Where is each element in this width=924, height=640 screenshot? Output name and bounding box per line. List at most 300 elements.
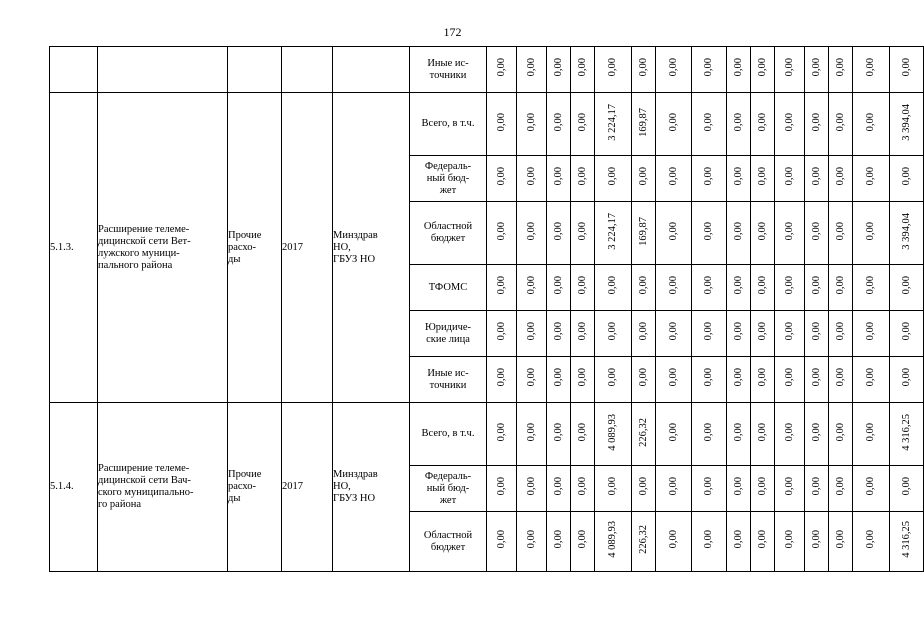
value-text: 0,00: [667, 276, 679, 295]
cell-lines: [410, 428, 486, 440]
value-cell: [487, 512, 517, 572]
value-cell: [656, 265, 692, 311]
value-text: 0,00: [637, 477, 649, 496]
value-text: 0,00: [552, 167, 564, 186]
cell-line: Прочие: [228, 229, 262, 241]
cell-lines: [410, 161, 486, 197]
empty-cell: [282, 47, 333, 93]
item-year: 2017: [282, 93, 333, 403]
value-text: 0,00: [732, 221, 744, 241]
value-cell: [517, 202, 547, 265]
value-cell: [805, 93, 829, 156]
value-text: 0,00: [834, 276, 846, 295]
value-cell: [595, 357, 632, 403]
value-text: 0,00: [900, 322, 912, 341]
cell-line: Иные ис-: [427, 367, 469, 379]
cell-line: жет: [439, 494, 457, 506]
empty-cell: [98, 47, 228, 93]
value-text: 0,00: [637, 58, 649, 77]
value-cell: [571, 512, 595, 572]
source-cell: [410, 466, 487, 512]
cell-line: НО,: [333, 481, 351, 492]
value-text: 0,00: [607, 276, 618, 295]
cell-line: ный бюд-: [426, 172, 470, 184]
expense-type: [228, 403, 282, 572]
cell-line: ТФОМС: [428, 281, 468, 293]
source-cell: [410, 93, 487, 156]
value-cell: [829, 47, 853, 93]
value-cell: [751, 47, 775, 93]
value-cell: [890, 403, 924, 466]
value-cell: [751, 156, 775, 202]
value-cell: [829, 156, 853, 202]
value-text: 0,00: [756, 112, 768, 132]
value-cell: [517, 156, 547, 202]
value-cell: [775, 466, 805, 512]
value-cell: [805, 357, 829, 403]
value-text: 0,00: [703, 368, 714, 387]
value-cell: [656, 357, 692, 403]
value-text: 0,00: [756, 276, 768, 295]
source-cell: [410, 512, 487, 572]
value-cell: [547, 265, 571, 311]
cell-line: расхо-: [228, 481, 257, 492]
value-text: 0,00: [576, 477, 588, 496]
value-cell: [595, 466, 632, 512]
value-text: 0,00: [732, 368, 744, 387]
value-text: 0,00: [607, 477, 618, 496]
value-cell: [595, 93, 632, 156]
value-text: 0,00: [495, 530, 507, 549]
value-text: 0,00: [576, 276, 588, 295]
item-number: 5.1.4.: [50, 403, 98, 572]
value-cell: [487, 47, 517, 93]
value-text: 0,00: [576, 530, 588, 549]
cell-line: го района: [98, 499, 141, 510]
value-cell: [775, 311, 805, 357]
value-text: 0,00: [834, 322, 846, 341]
cell-lines: [410, 221, 486, 245]
cell-line: точники: [429, 69, 467, 81]
cell-lines: [333, 230, 409, 266]
value-cell: [632, 357, 656, 403]
value-cell: [751, 357, 775, 403]
value-text: 0,00: [552, 477, 564, 496]
value-text: 0,00: [756, 422, 768, 442]
value-text: 0,00: [703, 422, 714, 442]
value-cell: [805, 47, 829, 93]
value-cell: [829, 512, 853, 572]
value-text: 0,00: [495, 368, 507, 387]
value-cell: [692, 202, 727, 265]
value-cell: [595, 311, 632, 357]
value-text: 0,00: [667, 58, 679, 77]
executor: [333, 93, 410, 403]
value-text: 0,00: [495, 112, 507, 132]
cell-lines: [410, 471, 486, 507]
value-cell: [487, 466, 517, 512]
value-text: 0,00: [667, 530, 679, 549]
cell-line: Всего, в т.ч.: [421, 118, 475, 129]
value-text: 0,00: [865, 221, 876, 241]
value-text: 0,00: [900, 276, 912, 295]
value-cell: [751, 311, 775, 357]
value-cell: [890, 466, 924, 512]
value-cell: [853, 466, 890, 512]
value-text: 0,00: [525, 58, 537, 77]
cell-line: дицинской сети Вет-: [98, 235, 191, 247]
value-cell: [632, 403, 656, 466]
source-cell: [410, 202, 487, 265]
value-text: 0,00: [732, 167, 744, 186]
cell-lines: [410, 58, 486, 82]
value-cell: [805, 156, 829, 202]
value-text: 0,00: [810, 221, 822, 241]
value-text: 0,00: [552, 112, 564, 132]
value-cell: [547, 357, 571, 403]
value-cell: [805, 403, 829, 466]
value-cell: [487, 93, 517, 156]
value-text: 0,00: [834, 167, 846, 186]
value-text: 0,00: [732, 276, 744, 295]
value-cell: [692, 47, 727, 93]
value-text: 0,00: [637, 322, 649, 341]
value-text: 4 089,93: [607, 521, 618, 558]
value-text: 0,00: [495, 422, 507, 442]
cell-line: бюджет: [430, 233, 466, 244]
value-cell: [571, 202, 595, 265]
value-text: 0,00: [732, 530, 744, 549]
value-text: 0,00: [865, 530, 876, 549]
value-cell: [632, 93, 656, 156]
cell-line: Расширение телеме-: [98, 223, 190, 235]
value-cell: [727, 47, 751, 93]
value-text: 0,00: [865, 58, 876, 77]
value-text: 0,00: [667, 477, 679, 496]
value-text: 0,00: [732, 112, 744, 132]
value-cell: [517, 357, 547, 403]
value-text: 0,00: [552, 221, 564, 241]
value-text: 0,00: [900, 368, 912, 387]
value-cell: [775, 403, 805, 466]
value-text: 169,87: [637, 216, 649, 246]
value-cell: [571, 47, 595, 93]
empty-cell: [333, 47, 410, 93]
cell-line: ского муниципально-: [98, 487, 194, 498]
value-text: 0,00: [667, 422, 679, 442]
value-text: 0,00: [703, 322, 714, 341]
value-cell: [805, 202, 829, 265]
value-text: 0,00: [865, 276, 876, 295]
value-text: 0,00: [834, 422, 846, 442]
value-cell: [692, 156, 727, 202]
value-cell: [517, 466, 547, 512]
cell-lines: [228, 469, 281, 505]
value-text: 0,00: [495, 221, 507, 241]
value-cell: [829, 311, 853, 357]
value-cell: [829, 403, 853, 466]
value-cell: [632, 47, 656, 93]
value-cell: [853, 403, 890, 466]
cell-line: Иные ис-: [427, 57, 469, 69]
value-cell: [692, 466, 727, 512]
value-cell: [571, 265, 595, 311]
item-number: 5.1.3.: [50, 93, 98, 403]
value-text: 0,00: [576, 112, 588, 132]
value-cell: [656, 512, 692, 572]
value-text: 0,00: [525, 167, 537, 186]
value-text: 0,00: [552, 322, 564, 341]
value-text: 0,00: [900, 167, 912, 186]
source-cell: [410, 403, 487, 466]
value-text: 0,00: [865, 368, 876, 387]
cell-lines: [333, 469, 409, 505]
value-cell: [853, 311, 890, 357]
value-text: 0,00: [576, 221, 588, 241]
value-text: 0,00: [667, 221, 679, 241]
value-text: 0,00: [865, 422, 876, 442]
item-name: [98, 93, 228, 403]
value-cell: [487, 265, 517, 311]
value-cell: [727, 357, 751, 403]
value-cell: [890, 202, 924, 265]
value-text: 0,00: [525, 477, 537, 496]
cell-line: ские лица: [426, 333, 470, 345]
value-cell: [775, 202, 805, 265]
value-text: 0,00: [525, 530, 537, 549]
value-cell: [692, 357, 727, 403]
value-cell: [547, 403, 571, 466]
source-cell: [410, 156, 487, 202]
value-text: 0,00: [607, 322, 618, 341]
value-text: 4 089,93: [607, 413, 618, 451]
value-cell: [517, 265, 547, 311]
value-text: 0,00: [495, 477, 507, 496]
value-cell: [656, 403, 692, 466]
budget-table: [49, 46, 924, 572]
value-text: 0,00: [865, 167, 876, 186]
value-text: 0,00: [865, 322, 876, 341]
cell-lines: [410, 118, 486, 130]
value-cell: [829, 466, 853, 512]
cell-line: ГБУЗ НО: [333, 493, 376, 504]
value-text: 0,00: [667, 167, 679, 186]
value-cell: [775, 265, 805, 311]
value-cell: [805, 512, 829, 572]
value-cell: [547, 93, 571, 156]
value-text: 0,00: [834, 112, 846, 132]
cell-line: Областной: [423, 529, 473, 541]
cell-lines: [410, 530, 486, 554]
source-cell: [410, 357, 487, 403]
value-cell: [595, 202, 632, 265]
cell-line: Минздрав: [333, 469, 378, 480]
cell-line: Расширение телеме-: [98, 463, 190, 474]
value-cell: [853, 357, 890, 403]
value-cell: [632, 466, 656, 512]
source-cell: [410, 311, 487, 357]
value-cell: [727, 466, 751, 512]
value-cell: [595, 47, 632, 93]
value-cell: [571, 403, 595, 466]
value-text: 0,00: [667, 368, 679, 387]
cell-line: пального района: [98, 259, 173, 271]
value-cell: [517, 512, 547, 572]
value-cell: [751, 93, 775, 156]
value-text: 0,00: [834, 530, 846, 549]
cell-lines: [410, 322, 486, 346]
value-cell: [805, 265, 829, 311]
item-name: [98, 403, 228, 572]
value-cell: [487, 357, 517, 403]
value-text: 0,00: [576, 58, 588, 77]
value-cell: [595, 156, 632, 202]
value-text: 0,00: [576, 167, 588, 186]
value-cell: [890, 512, 924, 572]
value-cell: [775, 156, 805, 202]
value-text: 0,00: [810, 322, 822, 341]
value-text: 0,00: [552, 530, 564, 549]
value-text: 0,00: [667, 322, 679, 341]
value-text: 0,00: [637, 167, 649, 186]
value-text: 0,00: [703, 276, 714, 295]
value-text: 0,00: [783, 58, 795, 77]
value-cell: [890, 93, 924, 156]
value-text: 0,00: [834, 221, 846, 241]
value-text: 0,00: [667, 112, 679, 132]
value-text: 0,00: [732, 58, 744, 77]
value-cell: [547, 156, 571, 202]
value-cell: [487, 403, 517, 466]
value-cell: [727, 403, 751, 466]
value-text: 0,00: [810, 368, 822, 387]
value-cell: [853, 156, 890, 202]
value-text: 0,00: [637, 368, 649, 387]
value-text: 0,00: [576, 322, 588, 341]
value-text: 0,00: [703, 477, 714, 496]
value-text: 0,00: [552, 368, 564, 387]
cell-line: Юридиче-: [424, 321, 472, 333]
cell-line: ды: [228, 493, 241, 504]
value-text: 0,00: [900, 477, 912, 496]
value-text: 0,00: [703, 112, 714, 132]
value-cell: [595, 403, 632, 466]
value-cell: [571, 357, 595, 403]
value-cell: [632, 156, 656, 202]
source-cell: [410, 47, 487, 93]
value-text: 0,00: [703, 58, 714, 77]
value-cell: [727, 311, 751, 357]
value-text: 0,00: [756, 530, 768, 549]
cell-line: бюджет: [430, 541, 466, 553]
value-text: 0,00: [834, 58, 846, 77]
value-text: 3 394,04: [900, 103, 912, 141]
value-text: 0,00: [637, 276, 649, 295]
value-text: 0,00: [783, 276, 795, 295]
expense-type: [228, 93, 282, 403]
value-cell: [890, 156, 924, 202]
value-text: 3 224,17: [607, 103, 618, 141]
value-cell: [517, 311, 547, 357]
value-text: 0,00: [900, 58, 912, 77]
value-cell: [632, 265, 656, 311]
value-text: 0,00: [783, 530, 795, 549]
value-text: 0,00: [703, 221, 714, 241]
cell-line: Федераль-: [424, 470, 472, 482]
value-cell: [656, 311, 692, 357]
value-text: 3 224,17: [607, 212, 618, 250]
value-text: 0,00: [810, 530, 822, 549]
value-text: 0,00: [732, 477, 744, 496]
value-text: 0,00: [576, 422, 588, 442]
value-text: 0,00: [865, 112, 876, 132]
value-text: 0,00: [810, 58, 822, 77]
value-cell: [595, 512, 632, 572]
value-text: 0,00: [525, 276, 537, 295]
value-text: 0,00: [732, 322, 744, 341]
source-cell: [410, 265, 487, 311]
cell-lines: [410, 368, 486, 392]
value-cell: [656, 466, 692, 512]
cell-line: дицинской сети Вач-: [98, 475, 191, 486]
value-cell: [727, 265, 751, 311]
cell-lines: [410, 282, 486, 294]
value-text: 3 394,04: [900, 212, 912, 250]
cell-line: Областной: [423, 221, 473, 232]
value-text: 4 316,25: [900, 521, 912, 558]
value-cell: [632, 512, 656, 572]
value-cell: [487, 202, 517, 265]
cell-line: точники: [429, 379, 467, 391]
value-text: 0,00: [607, 167, 618, 186]
value-cell: [890, 47, 924, 93]
value-cell: [487, 311, 517, 357]
value-cell: [890, 357, 924, 403]
executor: [333, 403, 410, 572]
value-text: 0,00: [810, 477, 822, 496]
value-text: 0,00: [495, 167, 507, 186]
value-cell: [692, 93, 727, 156]
value-text: 0,00: [495, 58, 507, 77]
value-text: 0,00: [756, 221, 768, 241]
value-text: 0,00: [495, 322, 507, 341]
value-text: 0,00: [552, 58, 564, 77]
value-text: 0,00: [810, 167, 822, 186]
value-cell: [595, 265, 632, 311]
value-text: 0,00: [525, 221, 537, 241]
value-cell: [547, 202, 571, 265]
value-cell: [692, 403, 727, 466]
value-cell: [656, 202, 692, 265]
value-cell: [853, 93, 890, 156]
cell-lines: [98, 463, 227, 511]
value-cell: [829, 357, 853, 403]
value-cell: [571, 156, 595, 202]
value-text: 0,00: [552, 422, 564, 442]
cell-lines: [228, 230, 281, 266]
value-cell: [487, 156, 517, 202]
value-text: 0,00: [810, 276, 822, 295]
value-text: 0,00: [834, 368, 846, 387]
cell-line: Прочие: [228, 469, 262, 480]
cell-line: ды: [228, 253, 241, 265]
value-cell: [571, 311, 595, 357]
value-cell: [692, 512, 727, 572]
value-text: 0,00: [783, 221, 795, 241]
value-text: 0,00: [495, 276, 507, 295]
value-text: 0,00: [783, 112, 795, 132]
cell-line: Федераль-: [424, 160, 472, 172]
